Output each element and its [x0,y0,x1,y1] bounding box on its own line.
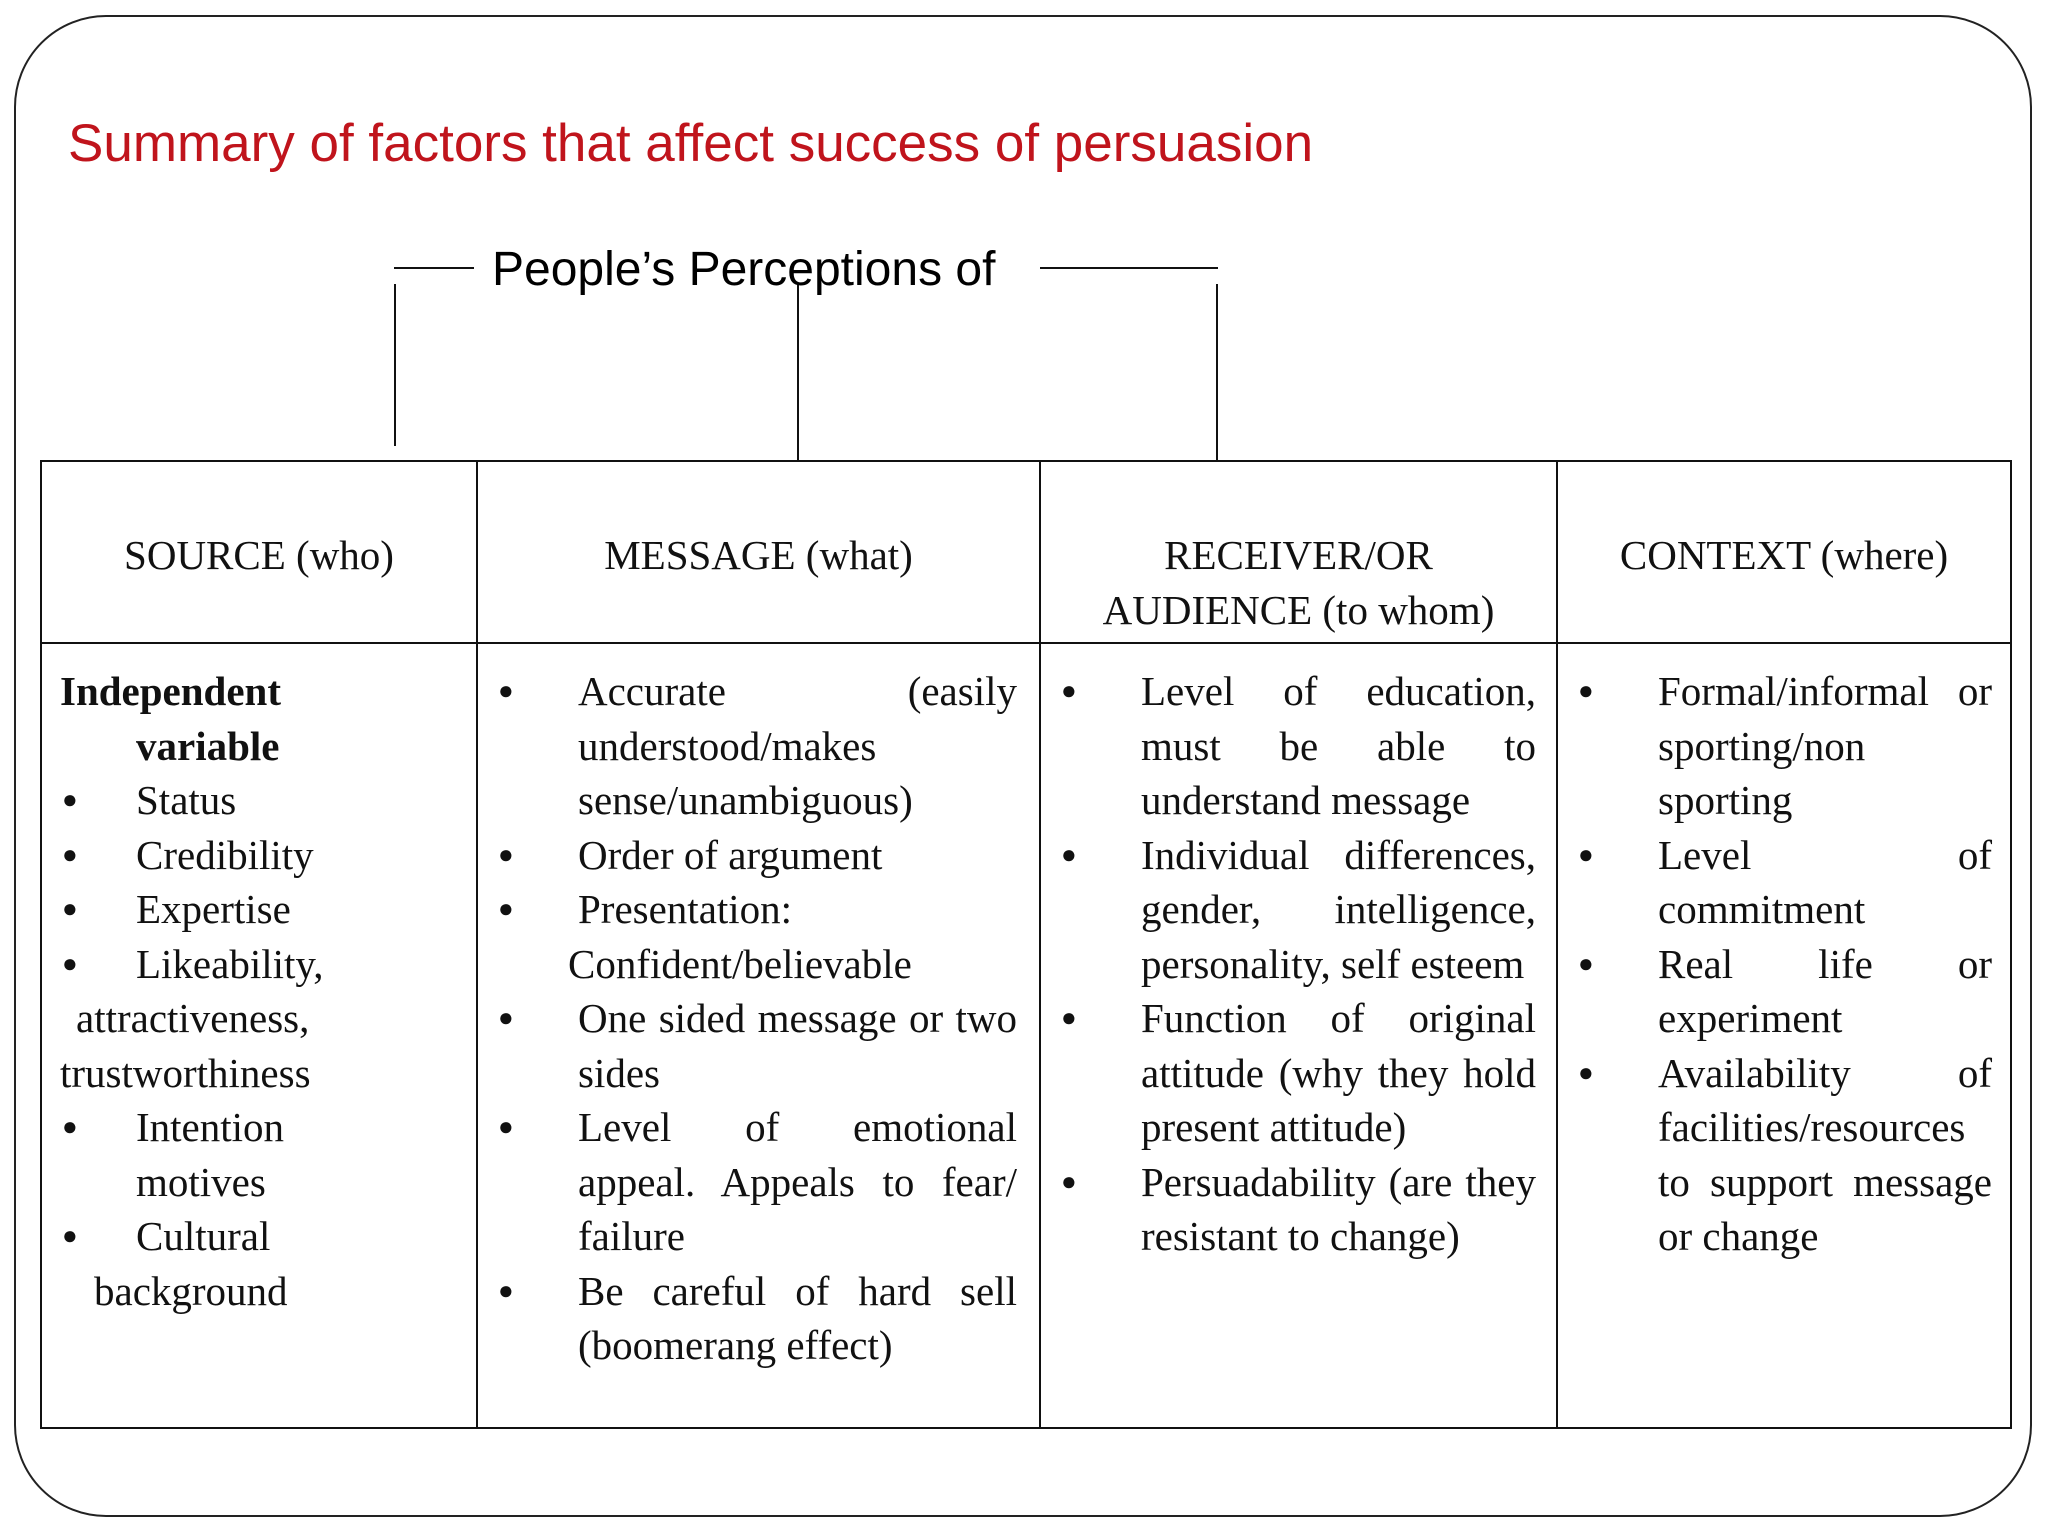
list-item: ● Likeability, attractiveness, trustworthiness [60,937,458,1101]
list-item: ● Availability of facilities/resources to support message or change [1576,1046,1992,1264]
list-item-continuation: background [94,1267,288,1314]
factors-table [40,460,2012,1429]
list-item: ● Credibility [60,828,458,883]
list-item-continuation: attractiveness, [76,995,310,1041]
list-item-continuation: Confident/believable [568,940,912,987]
source-cell [41,643,477,1428]
perceptions-connector [0,0,2048,470]
list-item: ● Intention motives [60,1100,458,1209]
list-item: ● One sided message or two sides [496,991,1017,1100]
list-item: ● Level of emotional appeal. Appeals to fear/ failure [496,1100,1017,1264]
receiver-header: RECEIVER/OR AUDIENCE (to whom) [1040,461,1557,643]
content-row [41,643,2011,1428]
list-item: ● Cultural background [60,1209,458,1318]
list-item: ● Be careful of hard sell (boomerang effect) [496,1264,1017,1373]
independent-variable-heading: Independent [60,668,282,714]
list-item: ● Function of original attitude (why they hold present attitude) [1059,991,1536,1155]
context-cell [1557,643,2011,1428]
source-header: SOURCE (who) [41,461,477,643]
list-item: ● Level of commitment [1576,828,1992,937]
list-item: ● Presentation: Confident/believable [496,882,1017,991]
list-item: ● Individual differences, gender, intelligence, personality, self esteem [1059,828,1536,992]
receiver-list [1059,664,1536,1264]
header-row [41,461,2011,643]
list-item-continuation: trustworthiness [60,1049,311,1096]
context-list [1576,664,1992,1264]
context-header: CONTEXT (where) [1557,461,2011,643]
source-list [60,773,458,1318]
list-item: ● Accurate (easily understood/makes sense/unambiguous) [496,664,1017,828]
list-item: ● Expertise [60,882,458,937]
perceptions-label: People’s Perceptions of [492,243,996,296]
list-item: ● Real life or experiment [1576,937,1992,1046]
receiver-cell [1040,643,1557,1428]
list-item: ● Status [60,773,458,828]
slide-title: Summary of factors that affect success of persuasion [68,114,1314,173]
message-list [496,664,1017,1373]
message-header: MESSAGE (what) [477,461,1040,643]
list-item: ● Level of education, must be able to understand message [1059,664,1536,828]
list-item: ● Formal/informal or sporting/non sporting [1576,664,1992,828]
independent-variable-heading-line2: variable [136,722,280,769]
list-item-continuation: motives [136,1158,266,1205]
list-item: ● Persuadability (are they resistant to change) [1059,1155,1536,1264]
message-cell [477,643,1040,1428]
list-item: ● Order of argument [496,828,1017,883]
